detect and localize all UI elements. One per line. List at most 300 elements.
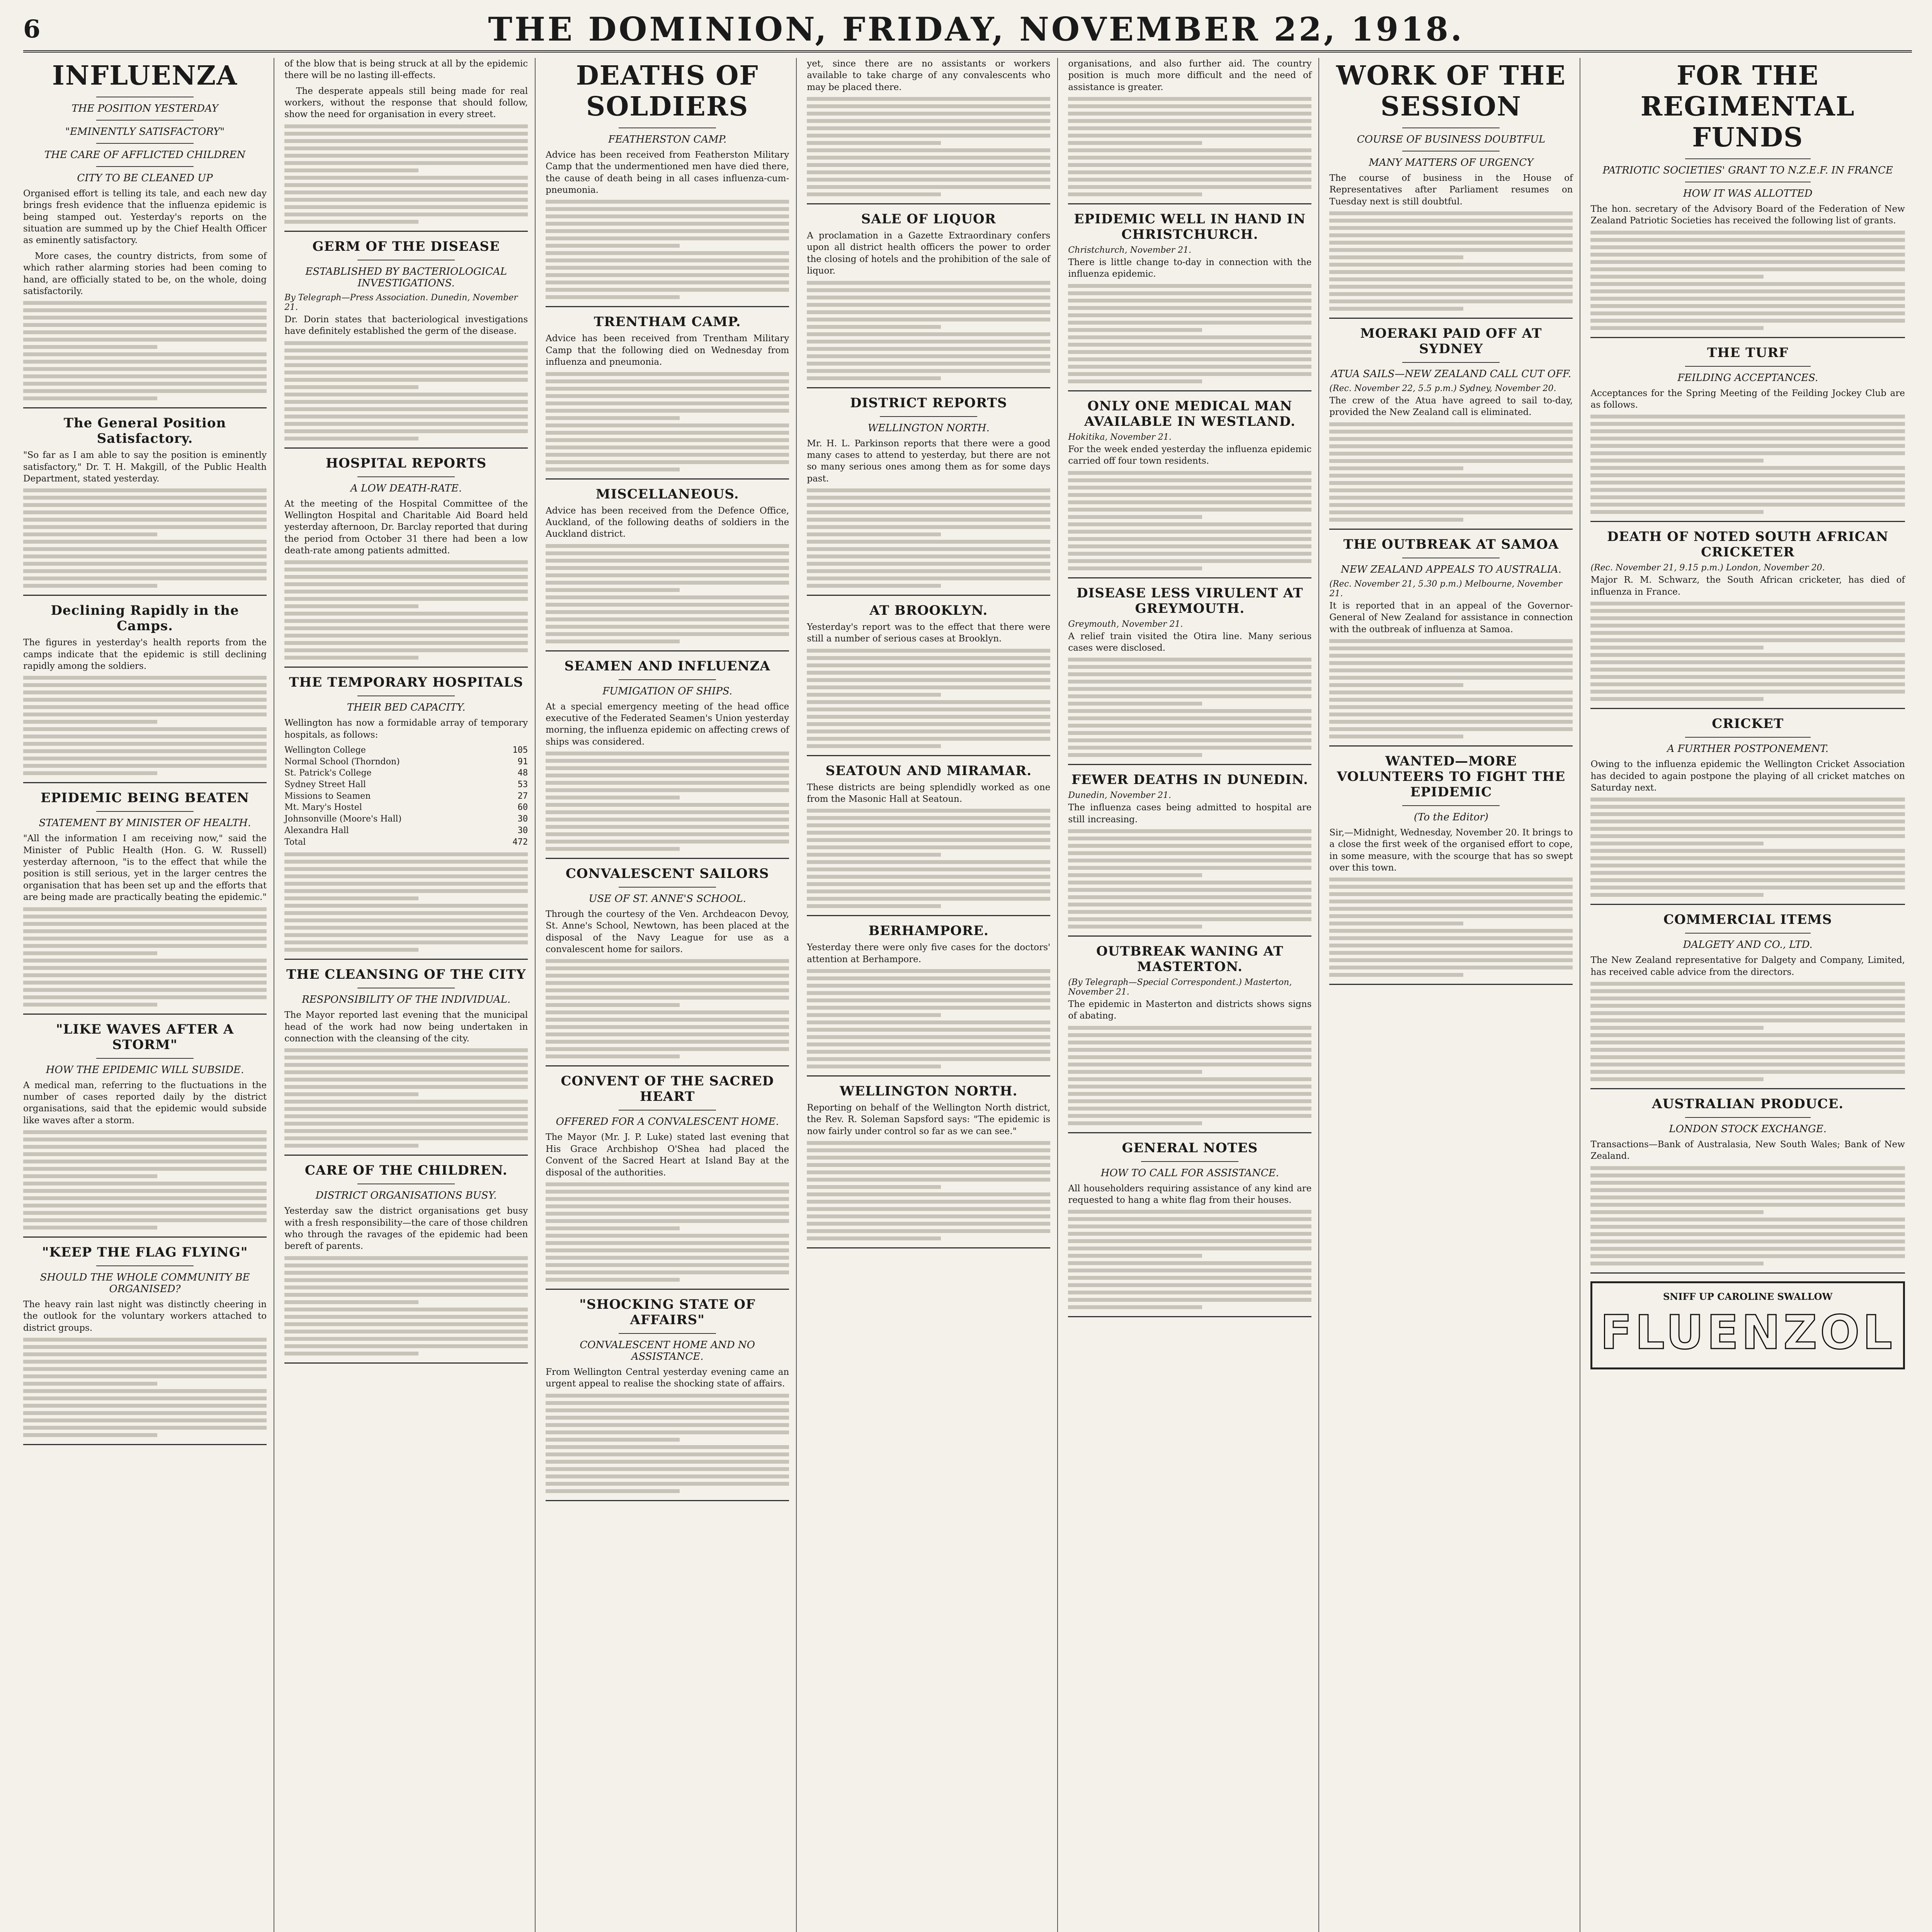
body-paragraph: The figures in yesterday's health reports from the camps indicate that the epidemic is still declining rapidly among the soldiers.: [23, 638, 267, 672]
text-filler: [284, 560, 528, 660]
text-filler: [23, 676, 267, 775]
story-subheadline: FEILDING ACCEPTANCES.: [1677, 372, 1818, 384]
story-subheadline: FEATHERSTON CAMP.: [608, 134, 727, 145]
body-paragraph: The heavy rain last night was distinctly cheering in the outlook for the voluntary workers attached to district groups.: [23, 1299, 267, 1333]
body-paragraph: Mr. H. L. Parkinson reports that there were a good many cases to attend to yesterday, but there are not so many serious ones among them as for some days past.: [807, 438, 1051, 484]
body-paragraph: The epidemic in Masterton and districts shows signs of abating.: [1068, 999, 1312, 1021]
divider: [1685, 737, 1811, 738]
story-headline: CONVENT OF THE SACRED HEART: [561, 1073, 774, 1105]
divider: [96, 1058, 194, 1059]
table-label: Alexandra Hall: [284, 825, 349, 835]
story-divider: [23, 782, 267, 783]
text-filler: [546, 544, 789, 643]
body-paragraph: A relief train visited the Otira line. Many serious cases were disclosed.: [1068, 631, 1312, 653]
table-label: Mt. Mary's Hostel: [284, 803, 362, 813]
table-label: Normal School (Thorndon): [284, 757, 400, 767]
column-2: [284, 58, 536, 1932]
story: [1068, 585, 1311, 765]
story-headline: THE TEMPORARY HOSPITALS: [289, 675, 524, 690]
story-divider: [807, 203, 1050, 204]
story-subheadline: A LOW DEATH-RATE.: [350, 482, 462, 494]
body-paragraph: Wellington has now a formidable array of temporary hospitals, as follows:: [284, 718, 528, 740]
story: [284, 239, 528, 449]
story-headline: "KEEP THE FLAG FLYING": [42, 1244, 248, 1260]
story-divider: [1329, 318, 1573, 319]
text-filler: [807, 1141, 1050, 1240]
divider: [96, 811, 194, 812]
story-subheadline: HOW THE EPIDEMIC WILL SUBSIDE.: [46, 1064, 244, 1076]
body-paragraph: Sir,—Midnight, Wednesday, November 20. It brings to a close the first week of the organised effort to cope, in some measure, with the scourge that has so swept over this town.: [1329, 827, 1573, 873]
story-subheadline: WELLINGTON NORTH.: [867, 422, 990, 434]
table-row: [284, 825, 528, 837]
text-filler: [284, 341, 528, 440]
story-headline: TRENTHAM CAMP.: [594, 314, 741, 330]
story-subheadline: OFFERED FOR A CONVALESCENT HOME.: [556, 1116, 779, 1128]
divider: [880, 416, 977, 417]
story-subheadline: "EMINENTLY SATISFACTORY": [65, 126, 225, 138]
story: [1068, 944, 1311, 1133]
body-paragraph: It is reported that in an appeal of the Governor-General of New Zealand for assistance in connection with the outbreak of influenza at Samoa.: [1329, 600, 1573, 634]
story-headline: CARE OF THE CHILDREN.: [304, 1163, 508, 1179]
table-value: 53: [517, 780, 528, 790]
story: [807, 923, 1050, 1077]
text-filler: [546, 1394, 789, 1493]
text-filler: [1068, 658, 1311, 757]
story-headline: MISCELLANEOUS.: [595, 486, 739, 502]
story-headline: DISTRICT REPORTS: [850, 395, 1007, 411]
story-headline: Declining Rapidly in the Camps.: [51, 603, 239, 634]
story-divider: [1068, 1316, 1311, 1317]
story-headline: SEATOUN AND MIRAMAR.: [825, 763, 1032, 779]
body-paragraph: organisations, and also further aid. The country position is much more difficult and the need of assistance is greater.: [1068, 59, 1312, 92]
ad-brand-name: FLUENZOL: [1600, 1306, 1895, 1360]
story: [1068, 58, 1311, 204]
story: [23, 1022, 267, 1238]
body-paragraph: These districts are being splendidly worked as one from the Masonic Hall at Seatoun.: [807, 782, 1051, 804]
body-paragraph: For the week ended yesterday the influenza epidemic carried off four town residents.: [1068, 444, 1312, 466]
table-row: [284, 837, 528, 848]
text-filler: [1590, 415, 1905, 514]
story-divider: [546, 1065, 789, 1066]
story-divider: [284, 959, 528, 960]
story: [1068, 1140, 1311, 1318]
story-divider: [1068, 764, 1311, 765]
page-number: 6: [23, 14, 41, 44]
story-headline: WELLINGTON NORTH.: [840, 1083, 1018, 1099]
story-subheadline: RESPONSIBILITY OF THE INDIVIDUAL.: [302, 994, 511, 1006]
story: [284, 967, 528, 1156]
text-filler: [1590, 798, 1905, 897]
table-row: [284, 779, 528, 791]
body-paragraph: "All the information I am receiving now," said the Minister of Public Health (Hon. G. W. Russell) yesterday afternoon, "is to the effect that while the position is still serious, yet in the larger centres the organisation that has been set up and the efforts that are being made are practically beating the epidemic.": [23, 833, 267, 903]
body-paragraph: The Mayor (Mr. J. P. Luke) stated last evening that His Grace Archbishop O'Shea had placed the Convent of the Sacred Heart at Island Bay at the disposal of the authorities.: [546, 1132, 789, 1178]
story-divider: [1329, 984, 1573, 985]
body-paragraph: Dr. Dorin states that bacteriological investigations have definitely established the germ of the disease.: [284, 314, 528, 337]
table-row: [284, 756, 528, 768]
body-paragraph: At a special emergency meeting of the head office executive of the Federated Seamen's Union yesterday morning, the influenza epidemic on affecting crews of ships was considered.: [546, 701, 789, 747]
divider: [1685, 366, 1811, 367]
story-subheadline: A FURTHER POSTPONEMENT.: [1667, 743, 1829, 755]
story-divider: [1068, 1132, 1311, 1133]
column-7: [1590, 58, 1912, 1932]
story-subheadline: DISTRICT ORGANISATIONS BUSY.: [315, 1190, 497, 1202]
story-headline: COMMERCIAL ITEMS: [1663, 912, 1832, 928]
story-subheadline: ATUA SAILS—NEW ZEALAND CALL CUT OFF.: [1331, 368, 1571, 380]
story: [1329, 60, 1573, 319]
story: [1590, 529, 1905, 709]
story-divider: [807, 1247, 1050, 1248]
body-paragraph: Yesterday saw the district organisations get busy with a fresh responsibility—the care of those children who through the ravages of the epidemic had been bereft of parents.: [284, 1206, 528, 1252]
divider: [96, 1265, 194, 1266]
story: [1590, 60, 1905, 338]
story-headline: DEATH OF NOTED SOUTH AFRICAN CRICKETER: [1607, 529, 1889, 560]
story-divider: [546, 306, 789, 307]
story-divider: [23, 1236, 267, 1238]
story-subheadline: CITY TO BE CLEANED UP: [77, 172, 213, 184]
body-paragraph: The influenza cases being admitted to hospital are still increasing.: [1068, 803, 1312, 825]
story-divider: [1068, 390, 1311, 391]
story-subheadline: NEW ZEALAND APPEALS TO AUSTRALIA.: [1340, 563, 1561, 575]
text-filler: [807, 97, 1050, 196]
story: [23, 790, 267, 1014]
text-filler: [23, 1130, 267, 1230]
story-divider: [807, 595, 1050, 596]
body-paragraph: of the blow that is being struck at all by the epidemic there will be no lasting ill-effects.: [284, 59, 528, 81]
story: [1590, 345, 1905, 522]
story-subheadline: MANY MATTERS OF URGENCY: [1369, 157, 1534, 168]
table-value: 48: [517, 768, 528, 778]
story-subheadline: THEIR BED CAPACITY.: [347, 702, 466, 714]
text-filler: [546, 372, 789, 471]
text-filler: [1329, 422, 1573, 522]
story-divider: [546, 650, 789, 651]
story-divider: [1329, 529, 1573, 530]
story: [1590, 1096, 1905, 1274]
text-filler: [1068, 284, 1311, 383]
story-divider: [284, 447, 528, 449]
story-headline: BERHAMPORE.: [868, 923, 989, 939]
story: [1329, 753, 1573, 985]
story-divider: [23, 1444, 267, 1445]
story: [1590, 912, 1905, 1089]
body-paragraph: A proclamation in a Gazette Extraordinary confers upon all district health officers the power to order the closing of hotels and the prohibition of the sale of liquor.: [807, 231, 1051, 276]
dateline: (Rec. November 22, 5.5 p.m.) Sydney, November 20.: [1329, 384, 1556, 394]
text-filler: [807, 809, 1050, 908]
story: [23, 603, 267, 783]
story-divider: [1590, 1088, 1905, 1089]
story-headline: WORK OF THE SESSION: [1336, 60, 1566, 122]
story-divider: [1590, 521, 1905, 522]
body-paragraph: Yesterday's report was to the effect that there were still a number of serious cases at Brooklyn.: [807, 622, 1051, 644]
story-headline: CONVALESCENT SAILORS: [565, 866, 769, 882]
story: [1329, 537, 1573, 747]
page-columns: [23, 58, 1912, 1932]
dateline: (Rec. November 21, 5.30 p.m.) Melbourne, November 21.: [1329, 579, 1562, 599]
body-paragraph: "So far as I am able to say the position is eminently satisfactory," Dr. T. H. Makgill, of the Public Health Department, stated yesterday.: [23, 450, 267, 484]
story: [807, 763, 1050, 917]
body-paragraph: Through the courtesy of the Ven. Archdeacon Devoy, St. Anne's School, Newtown, has been placed at the disposal of the Navy League for use as a convalescent home for sailors.: [546, 909, 789, 955]
story-headline: CRICKET: [1712, 716, 1784, 732]
story-divider: [23, 407, 267, 408]
story-headline: EPIDEMIC BEING BEATEN: [40, 790, 250, 806]
story: [546, 658, 789, 859]
story: [546, 486, 789, 651]
story: [546, 60, 789, 307]
table-label: St. Patrick's College: [284, 768, 372, 778]
body-paragraph: The Mayor reported last evening that the municipal head of the work had now being undertaken in connection with the cleansing of the city.: [284, 1010, 528, 1044]
body-paragraph: Organised effort is telling its tale, and each new day brings fresh evidence that the influenza epidemic is being stamped out. Yesterday's reports on the situation are summed up by the Chief Health Officer as eminently satisfactory.: [23, 189, 267, 246]
story-divider: [546, 478, 789, 480]
table-value: 60: [517, 803, 528, 813]
dateline: By Telegraph—Press Association. Dunedin, November 21.: [284, 293, 518, 312]
story-divider: [23, 1014, 267, 1015]
fluenzol-advertisement: [1590, 1281, 1905, 1369]
story: [23, 1245, 267, 1445]
text-filler: [1068, 829, 1311, 929]
story: [546, 1073, 789, 1289]
story-subheadline: STATEMENT BY MINISTER OF HEALTH.: [39, 817, 251, 829]
body-paragraph: The New Zealand representative for Dalgety and Company, Limited, has received cable advice from the directors.: [1590, 955, 1905, 977]
story: [1068, 398, 1311, 578]
text-filler: [1329, 211, 1573, 311]
story-headline: OUTBREAK WANING AT MASTERTON.: [1096, 943, 1284, 975]
story-divider: [1590, 337, 1905, 338]
hospital-bed-table: [284, 745, 528, 848]
table-label: Total: [284, 837, 306, 847]
story-divider: [23, 595, 267, 596]
body-paragraph: More cases, the country districts, from some of which rather alarming stories had been coming to hand, are officially stated to be, on the whole, doing satisfactorily.: [23, 251, 267, 296]
story: [807, 1083, 1050, 1248]
text-filler: [1590, 231, 1905, 330]
text-filler: [1068, 97, 1311, 196]
story-headline: DISEASE LESS VIRULENT AT GREYMOUTH.: [1077, 585, 1303, 616]
story-subheadline: THE CARE OF AFFLICTED CHILDREN: [44, 149, 246, 161]
story: [284, 456, 528, 668]
story-divider: [807, 1075, 1050, 1077]
story-divider: [807, 755, 1050, 756]
story-headline: INFLUENZA: [52, 60, 238, 91]
story-divider: [284, 1362, 528, 1364]
story-divider: [546, 1500, 789, 1501]
story: [807, 58, 1050, 204]
divider: [1141, 1161, 1238, 1162]
text-filler: [1590, 1166, 1905, 1265]
table-label: Johnsonville (Moore's Hall): [284, 814, 402, 824]
story-subheadline: COURSE OF BUSINESS DOUBTFUL: [1357, 134, 1546, 145]
story: [1068, 772, 1311, 937]
story-headline: THE TURF: [1707, 345, 1789, 361]
story: [284, 58, 528, 232]
story-headline: GENERAL NOTES: [1122, 1140, 1258, 1156]
text-filler: [546, 752, 789, 851]
masthead: [23, 8, 1912, 53]
story-subheadline: PATRIOTIC SOCIETIES' GRANT TO N.Z.E.F. IN FRANCE: [1602, 165, 1893, 176]
story-headline: AT BROOKLYN.: [869, 602, 988, 618]
story-subheadline: CONVALESCENT HOME AND NO ASSISTANCE.: [580, 1339, 755, 1362]
body-paragraph: The crew of the Atua have agreed to sail to-day, provided the New Zealand call is eliminated.: [1329, 396, 1573, 418]
story: [1068, 211, 1311, 391]
story-headline: GERM OF THE DISEASE: [312, 238, 500, 254]
story-subheadline: FUMIGATION OF SHIPS.: [602, 685, 733, 697]
body-paragraph: From Wellington Central yesterday evening came an urgent appeal to realise the shocking state of affairs.: [546, 1367, 789, 1389]
body-paragraph: Advice has been received from the Defence Office, Auckland, of the following deaths of soldiers in the Auckland district.: [546, 505, 789, 539]
body-paragraph: yet, since there are no assistants or workers available to take charge of any convalescents who may be placed there.: [807, 59, 1051, 92]
column-1: [23, 58, 274, 1932]
divider: [96, 143, 194, 144]
divider: [619, 1110, 716, 1111]
story-divider: [1590, 1272, 1905, 1274]
story-divider: [1068, 203, 1311, 204]
divider: [357, 476, 455, 477]
story: [807, 395, 1050, 596]
body-paragraph: There is little change to-day in connection with the influenza epidemic.: [1068, 257, 1312, 279]
dateline: Dunedin, November 21.: [1068, 791, 1172, 801]
story-subheadline: DALGETY AND CO., LTD.: [1683, 939, 1813, 951]
story-divider: [1068, 935, 1311, 937]
story-divider: [284, 231, 528, 232]
table-label: Missions to Seamen: [284, 791, 371, 801]
body-paragraph: Acceptances for the Spring Meeting of the Feilding Jockey Club are as follows.: [1590, 388, 1905, 410]
table-value: 27: [517, 791, 528, 801]
dateline: Christchurch, November 21.: [1068, 245, 1192, 255]
story-headline: The General Position Satisfactory.: [63, 415, 226, 447]
divider: [96, 166, 194, 167]
story-subheadline: SHOULD THE WHOLE COMMUNITY BE ORGANISED?: [40, 1271, 250, 1295]
story: [546, 866, 789, 1066]
story-headline: SEAMEN AND INFLUENZA: [564, 658, 770, 674]
story-divider: [1590, 904, 1905, 905]
text-filler: [284, 852, 528, 952]
table-row: [284, 791, 528, 802]
body-paragraph: Owing to the influenza epidemic the Wellington Cricket Association has decided to again postpone the playing of all cricket matches on Saturday next.: [1590, 759, 1905, 793]
story-headline: "LIKE WAVES AFTER A STORM": [56, 1021, 234, 1053]
text-filler: [284, 1256, 528, 1355]
table-row: [284, 813, 528, 825]
text-filler: [546, 959, 789, 1058]
text-filler: [1590, 982, 1905, 1081]
story-divider: [807, 387, 1050, 388]
story: [546, 1297, 789, 1501]
body-paragraph: Major R. M. Schwarz, the South African cricketer, has died of influenza in France.: [1590, 575, 1905, 597]
story: [23, 60, 267, 408]
column-5: [1068, 58, 1319, 1932]
text-filler: [23, 301, 267, 400]
paper-title: THE DOMINION, FRIDAY, NOVEMBER 22, 1918.: [488, 10, 1464, 48]
column-4: [807, 58, 1058, 1932]
text-filler: [1590, 602, 1905, 701]
divider: [1402, 362, 1500, 363]
divider: [1685, 158, 1811, 159]
story-divider: [546, 1289, 789, 1290]
divider: [1402, 805, 1500, 806]
text-filler: [807, 969, 1050, 1068]
story-subheadline: ESTABLISHED BY BACTERIOLOGICAL INVESTIGATIONS.: [305, 265, 507, 289]
column-3: [546, 58, 797, 1932]
story-subheadline: USE OF ST. ANNE'S SCHOOL.: [588, 893, 746, 905]
dateline: Greymouth, November 21.: [1068, 619, 1183, 629]
body-paragraph: All householders requiring assistance of any kind are requested to hang a white flag from their houses.: [1068, 1183, 1312, 1206]
divider: [619, 887, 716, 888]
story-subheadline: (To the Editor): [1414, 811, 1488, 823]
text-filler: [23, 488, 267, 588]
divider: [1685, 933, 1811, 934]
body-paragraph: Advice has been received from Trentham Military Camp that the following died on Wednesday from influenza and pneumonia.: [546, 333, 789, 367]
table-value: 105: [512, 745, 528, 755]
story-subheadline: HOW IT WAS ALLOTTED: [1683, 188, 1813, 199]
body-paragraph: Reporting on behalf of the Wellington North district, the Rev. R. Soleman Sapsford says: "The epidemic is now fairly under control so far as we can see.": [807, 1103, 1051, 1136]
divider: [1685, 1117, 1811, 1118]
text-filler: [546, 200, 789, 299]
text-filler: [1068, 1210, 1311, 1309]
story: [807, 603, 1050, 756]
story-divider: [284, 1155, 528, 1156]
text-filler: [1329, 878, 1573, 977]
dateline: Hokitika, November 21.: [1068, 432, 1172, 442]
story-divider: [546, 858, 789, 859]
table-label: Wellington College: [284, 745, 366, 755]
story-headline: THE OUTBREAK AT SAMOA: [1343, 536, 1559, 552]
table-value: 30: [517, 825, 528, 835]
text-filler: [23, 907, 267, 1007]
story: [1590, 716, 1905, 905]
story-headline: "SHOCKING STATE OF AFFAIRS": [579, 1296, 756, 1328]
story-headline: SALE OF LIQUOR: [861, 211, 996, 227]
body-paragraph: Advice has been received from Featherston Military Camp that the undermentioned men have died there, the cause of death being in all cases influenza-cum-pneumonia.: [546, 150, 789, 196]
story-headline: WANTED—MORE VOLUNTEERS TO FIGHT THE EPIDEMIC: [1337, 753, 1566, 800]
table-label: Sydney Street Hall: [284, 780, 366, 790]
story-divider: [1329, 745, 1573, 747]
text-filler: [807, 649, 1050, 748]
dateline: (Rec. November 21, 9.15 p.m.) London, November 20.: [1590, 563, 1825, 573]
text-filler: [284, 124, 528, 224]
dateline: (By Telegraph—Special Correspondent.) Masterton, November 21.: [1068, 977, 1292, 997]
text-filler: [1329, 639, 1573, 738]
story-divider: [807, 915, 1050, 916]
story-subheadline: HOW TO CALL FOR ASSISTANCE.: [1100, 1167, 1279, 1179]
text-filler: [1068, 471, 1311, 570]
story-headline: DEATHS OF SOLDIERS: [576, 60, 759, 122]
story-headline: MOERAKI PAID OFF AT SYDNEY: [1360, 326, 1542, 357]
body-paragraph: Transactions—Bank of Australasia, New South Wales; Bank of New Zealand.: [1590, 1139, 1905, 1162]
story-headline: FOR THE REGIMENTAL FUNDS: [1640, 60, 1855, 153]
story-headline: FEWER DEATHS IN DUNEDIN.: [1071, 772, 1308, 788]
text-filler: [284, 1048, 528, 1148]
story-headline: AUSTRALIAN PRODUCE.: [1652, 1096, 1844, 1112]
body-paragraph: The hon. secretary of the Advisory Board of the Federation of New Zealand Patriotic Societies has received the following list of grants.: [1590, 204, 1905, 226]
story-divider: [1068, 577, 1311, 578]
text-filler: [807, 281, 1050, 380]
story: [284, 675, 528, 960]
story: [1329, 326, 1573, 530]
text-filler: [807, 488, 1050, 588]
table-row: [284, 745, 528, 756]
body-paragraph: The desperate appeals still being made for real workers, without the response that should follow, show the need for organisation in every street.: [284, 86, 528, 120]
table-row: [284, 767, 528, 779]
divider: [619, 679, 716, 680]
story: [23, 415, 267, 596]
story: [807, 211, 1050, 388]
table-value: 472: [512, 837, 528, 847]
story-headline: HOSPITAL REPORTS: [326, 455, 487, 471]
table-row: [284, 802, 528, 813]
divider: [619, 1333, 716, 1334]
table-value: 91: [517, 757, 528, 767]
story-subheadline: THE POSITION YESTERDAY: [71, 103, 218, 114]
story-divider: [284, 667, 528, 668]
divider: [96, 120, 194, 121]
story-headline: THE CLEANSING OF THE CITY: [286, 967, 526, 983]
story-headline: ONLY ONE MEDICAL MAN AVAILABLE IN WESTLAND.: [1084, 398, 1296, 429]
